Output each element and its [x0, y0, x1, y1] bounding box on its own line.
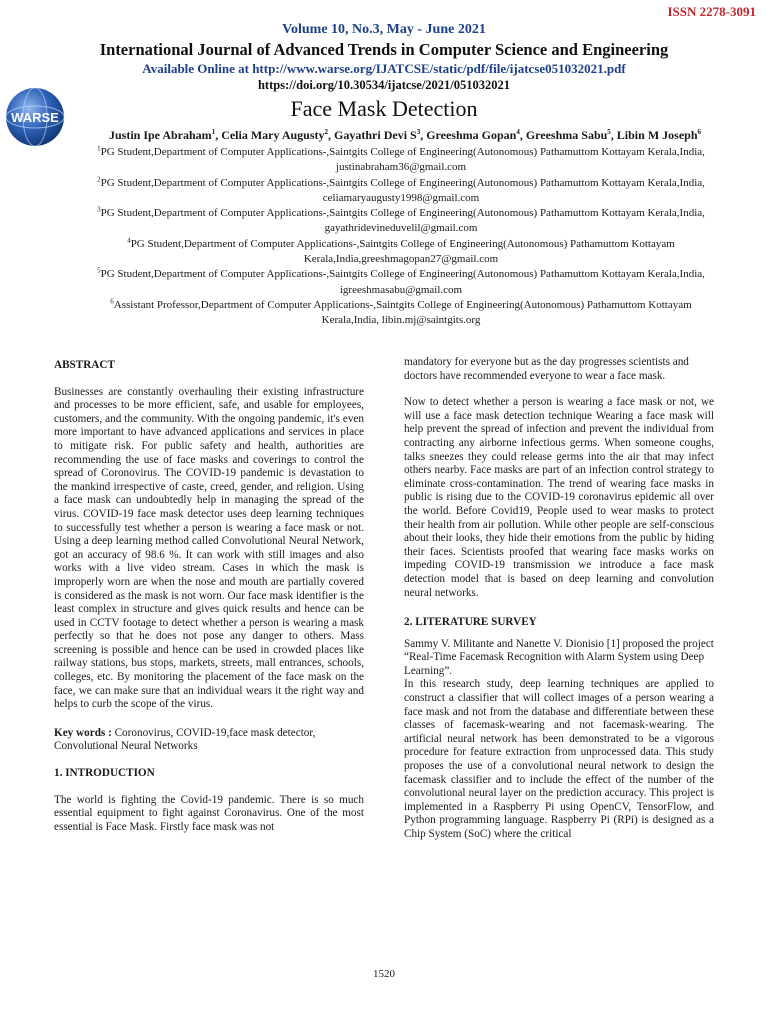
author-sup: 3 [416, 128, 421, 136]
affiliation-text: PG Student,Department of Computer Applications-,Saintgits College of Engineering(Autonomous) Pathamuttom Kottayam Kerala,India, celiamaryaugusty1998@gmail.com [100, 176, 705, 204]
abstract-text: Businesses are constantly overhauling their existing infrastructure and processes to be more efficient, safe, and usable for employees, customers, and the community. With the ongoing pandemic, it's even more important to have advanced applications and services in place to mitigate risk. For public safety and health, authorities are recommending the use of face masks and coverings to control the spread of Coronovirus. The COVID-19 pandemic is devastation to the mankind irrespective of caste, creed, gender, and religion. Using a face mask can undoubtedly help in managing the spread of the virus. COVID-19 face mask detector uses deep learning techniques to successfully test whether a person is wearing a face mask or not. Using a deep learning method called Convolutional Neural Network, got an accuracy of 98.6 %. It can work with still images and also works with a live video stream. Cases in which the mask is improperly worn are when the nose and mouth are partially covered is considered as the mask is not worn. Our face mask identifier is the least complex in structure and gives quick results and hence can be used in CCTV footage to detect whether a person is wearing a mask perfectly so that he does not pose any danger to others. Mass screening is possible and hence can be used in crowded places like railway stations, bus stops, markets, streets, mall entrances, schools, colleges, etc. By monitoring the placement of the face mask on the face, we can make sure that an individual wears it the right way and helps to curb the scope of the virus. [54, 385, 364, 711]
author-name: Celia Mary Augusty$^2$ [221, 128, 329, 142]
intro-continued: mandatory for everyone but as the day progresses scientists and doctors have recommended everyone to wear a face mask. [404, 356, 689, 382]
introduction-heading: 1. INTRODUCTION [54, 767, 155, 780]
author-sup: 1 [211, 128, 216, 136]
volume-info: Volume 10, No.3, May - June 2021 [282, 22, 486, 37]
author-list: Justin Ipe Abraham$^1$, Celia Mary Augusty$^2$, Gayathri Devi $S^3$, Greeshma Gopan$^4$, Greeshma Sabu$^5$, Libin M Joseph$^6$ [108, 128, 701, 142]
author-name: Greeshma Gopan$^4$ [426, 128, 520, 142]
affiliation-sup: 2 [97, 174, 101, 183]
affiliation-text: PG Student,Department of Computer Applications-,Saintgits College of Engineering(Autonomous) Pathamuttom Kottayam Kerala,India, justinabraham36@gmail.com [100, 146, 705, 174]
author-name: Libin M Joseph$^6$ [616, 128, 701, 142]
affiliation [86, 176, 716, 207]
keywords-text: Coronovirus, COVID-19,face mask detector, Convolutional Neural Networks [54, 726, 316, 753]
author-name: Gayathri Devi $S^3$ [334, 128, 421, 142]
affiliation [86, 298, 716, 329]
doi-link[interactable]: https://doi.org/10.30534/ijatcse/2021/051032021 [257, 78, 511, 92]
affiliation-sup: 6 [110, 297, 114, 306]
page-number: 1520 [373, 968, 395, 980]
affiliation-sup: 3 [97, 205, 101, 214]
affiliation [86, 237, 716, 268]
author-name: Greeshma Sabu$^5$ [525, 128, 611, 142]
affiliation [86, 206, 716, 237]
affiliation-sup: 4 [127, 236, 131, 245]
author-sup: 6 [697, 128, 701, 136]
intro-paragraph-2: Now to detect whether a person is wearing a face mask or not, we will use a face mask detection technique Wearing a face mask will help prevent the spread of infection and prevent the individual from contracting any airborne infectious germs. When someone coughs, talks sneezes they could release germs into the air that may infect others nearby. Face masks are part of an infection control strategy to eliminate cross-contamination. The trend of wearing face masks in public is rising due to the COVID-19 coronavirus epidemic all over the world. Before Covid19, People used to wear masks to protect their health from air pollution. While other people are self-conscious about their looks, they hide their emotions from the public by hiding their faces. Scientists proofed that wearing face masks works on impeding COVID-19 transmission we introduce a face mask detection model that is based on deep learning and convolution neural networks. [404, 396, 714, 599]
issn-label: ISSN 2278-3091 [667, 4, 756, 19]
affiliation-sup: 5 [97, 266, 101, 275]
paper-title: Face Mask Detection [290, 96, 478, 121]
left-column [54, 359, 364, 847]
available-online-link[interactable]: Available Online at http://www.warse.org/IJATCSE/static/pdf/file/ijatcse051032021.pdf [142, 61, 626, 76]
affiliations [86, 145, 716, 329]
abstract-heading: ABSTRACT [54, 359, 115, 371]
author-name: Justin Ipe Abraham$^1$ [108, 128, 216, 142]
author-sup: 4 [516, 128, 520, 136]
author-sup: 5 [607, 128, 611, 136]
logo-text: WARSE [11, 110, 59, 125]
literature-survey-heading: 2. LITERATURE SURVEY [404, 616, 537, 629]
affiliation-sup: 1 [97, 144, 101, 153]
introduction-text: The world is fighting the Covid-19 pandemic. There is so much essential equipment to fight against Coronavirus. One of the most essential is Face Mask. Firstly face mask was not [54, 793, 364, 833]
author-sup: 2 [324, 128, 329, 136]
affiliation-text: PG Student,Department of Computer Applications-,Saintgits College of Engineering(Autonomous) Pathamuttom Kottayam Kerala,India,greeshmagopan27@gmail.com [130, 237, 675, 266]
affiliation [86, 145, 716, 176]
right-column [404, 356, 714, 855]
affiliation-text: PG Student,Department of Computer Applications-,Saintgits College of Engineering(Autonomous) Pathamuttom Kottayam Kerala,India, igreeshmasabu@gmail.com [100, 268, 705, 296]
affiliation-text: Assistant Professor,Department of Computer Applications-,Saintgits College of Engineering(Autonomous) Pathamuttom Kottayam Kerala,India, libin.mj@saintgits.org [113, 298, 692, 327]
literature-paragraph-1: Sammy V. Militante and Nanette V. Dionisio [1] proposed the project “Real-Time Facemask Recognition with Alarm System using Deep Learning”. [404, 637, 714, 677]
keywords-label: Key words : [54, 726, 112, 739]
literature-paragraph-2: In this research study, deep learning techniques are applied to construct a classifier that will collect images of a person wearing a face mask and not from the database and differentiate between these classes of facemask-wearing and not facemask-wearing. The artificial neural network has been demonstrated to be a vigorous procedure for feature extraction from unprocessed data. This study proposes the use of a convolutional neural network to design the facemask classifier and to include the effect of the number of the convolutional neural layer on the prediction accuracy. This project is implemented in a Raspberry Pi using OpenCV, TensorFlow, and Python programming language. Raspberry Pi (RPi) is designed as a Chip System (SoC) where the critical [404, 678, 714, 840]
affiliation-text: PG Student,Department of Computer Applications-,Saintgits College of Engineering(Autonomous) Pathamuttom Kottayam Kerala,India, gayathridevineduvelil@gmail.com [100, 207, 705, 235]
affiliation [86, 267, 716, 298]
keywords [54, 727, 364, 754]
journal-title: International Journal of Advanced Trends in Computer Science and Engineering [99, 40, 669, 59]
